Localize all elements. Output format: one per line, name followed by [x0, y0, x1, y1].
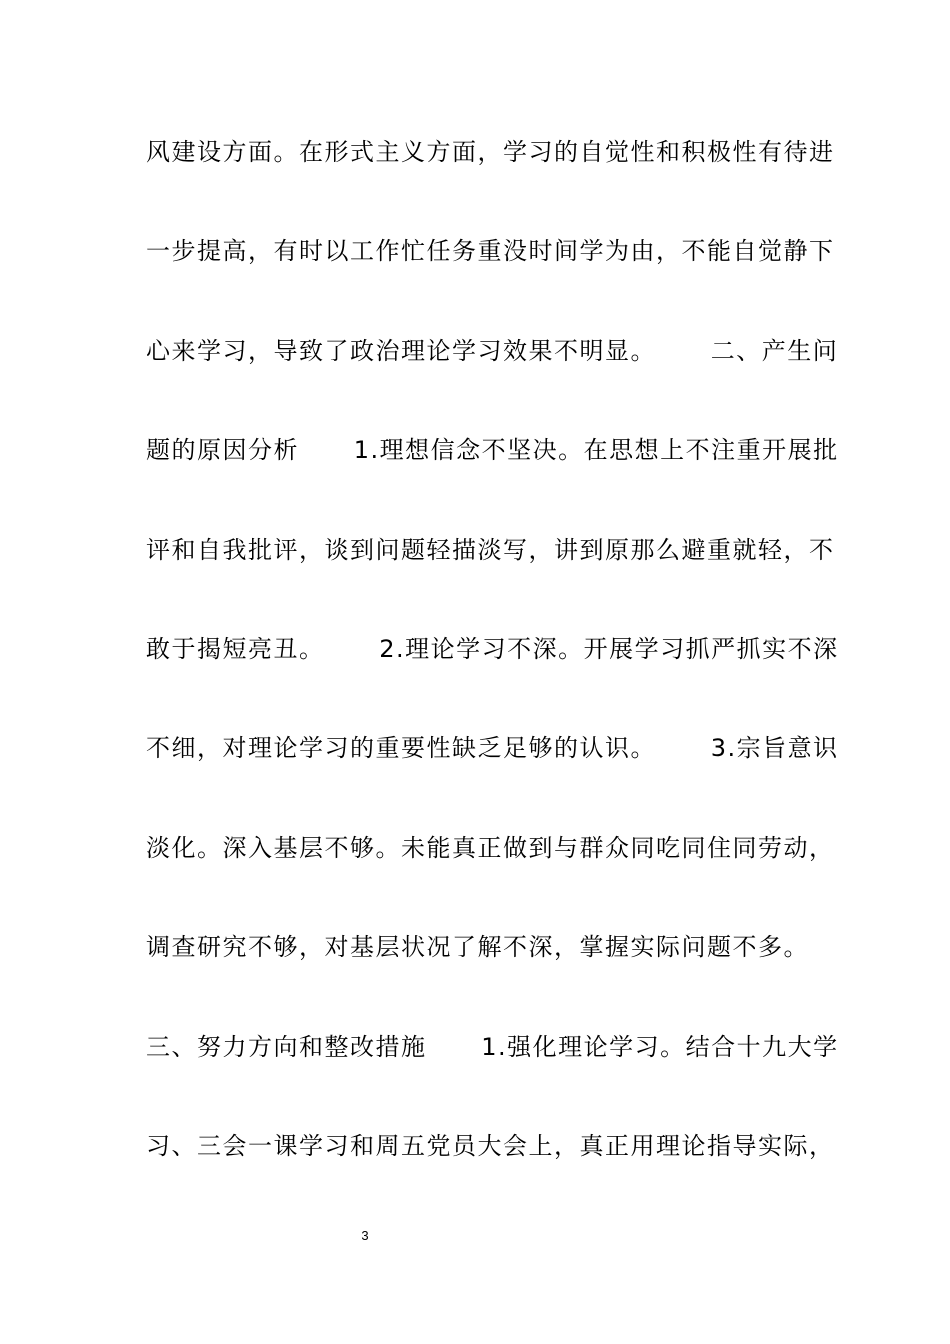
- text-line-1: 风建设方面。在形式主义方面，学习的自觉性和积极性有待进: [146, 138, 835, 166]
- text-line-9: 调查研究不够，对基层状况了解不深，掌握实际问题不多。: [146, 933, 809, 961]
- text-line-8: 淡化。深入基层不够。未能真正做到与群众同吃同住同劳动，: [146, 834, 835, 862]
- text-line-10: 三、努力方向和整改措施 1.强化理论学习。结合十九大学: [146, 1033, 839, 1061]
- text-line-5: 评和自我批评，谈到问题轻描淡写，讲到原那么避重就轻，不: [146, 536, 835, 564]
- text-line-4: 题的原因分析 1.理想信念不坚决。在思想上不注重开展批: [146, 436, 839, 464]
- text-line-7: 不细，对理论学习的重要性缺乏足够的认识。 3.宗旨意识: [146, 734, 839, 762]
- text-line-11: 习、三会一课学习和周五党员大会上，真正用理论指导实际，: [146, 1132, 835, 1160]
- page-number: 3: [361, 1228, 369, 1243]
- text-line-6: 敢于揭短亮丑。 2.理论学习不深。开展学习抓严抓实不深: [146, 635, 839, 663]
- text-line-2: 一步提高，有时以工作忙任务重没时间学为由，不能自觉静下: [146, 237, 835, 265]
- text-line-3: 心来学习，导致了政治理论学习效果不明显。 二、产生问: [146, 337, 839, 365]
